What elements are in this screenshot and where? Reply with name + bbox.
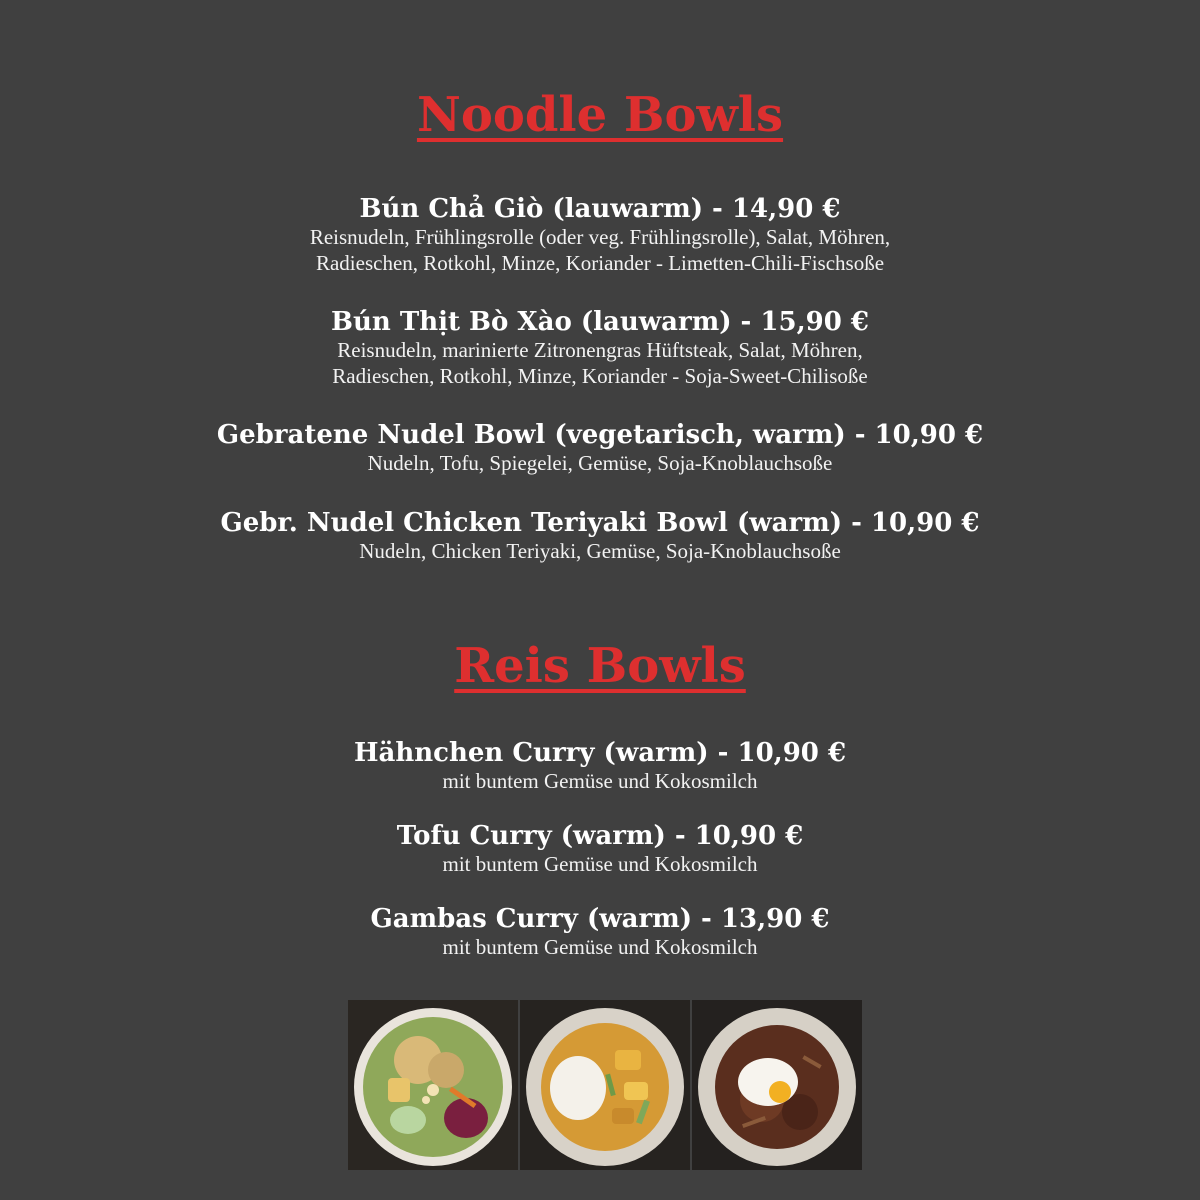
menu-item-bun-cha-gio <box>0 194 1200 276</box>
menu-item-name: Bún Chả Giò (lauwarm) - 14,90 € <box>359 194 841 224</box>
menu-item-description: Reisnudeln, marinierte Zitronengras Hüftsteak, Salat, Möhren, <box>337 338 863 362</box>
food-photo-strip <box>348 1000 862 1170</box>
menu-item-description: mit buntem Gemüse und Kokosmilch <box>442 852 758 876</box>
fried-noodle-egg-bowl-photo <box>692 1000 862 1170</box>
menu-item-name: Tofu Curry (warm) - 10,90 € <box>396 821 804 851</box>
menu-item-description: mit buntem Gemüse und Kokosmilch <box>442 769 758 793</box>
menu-item-name: Bún Thịt Bò Xào (lauwarm) - 15,90 € <box>331 307 869 337</box>
noodle-bowls-heading: Noodle Bowls <box>416 87 784 143</box>
curry-rice-bowl-photo <box>520 1000 690 1170</box>
menu-item-bun-thit-bo-xao <box>0 307 1200 389</box>
menu-item-gambas-curry <box>0 904 1200 960</box>
menu-item-haehnchen-curry <box>0 738 1200 794</box>
menu-item-name: Gebr. Nudel Chicken Teriyaki Bowl (warm) - 10,90 € <box>220 508 980 538</box>
menu-item-description: Radieschen, Rotkohl, Minze, Koriander - Soja-Sweet-Chilisoße <box>332 364 868 388</box>
noodle-salad-bowl-photo <box>348 1000 518 1170</box>
menu-item-chicken-teriyaki-bowl <box>0 508 1200 564</box>
menu-item-gebratene-nudel-bowl <box>0 420 1200 476</box>
menu-item-description: Radieschen, Rotkohl, Minze, Koriander - Limetten-Chili-Fischsoße <box>315 251 885 275</box>
reis-bowls-heading: Reis Bowls <box>454 638 746 694</box>
menu-item-description: Nudeln, Tofu, Spiegelei, Gemüse, Soja-Knoblauchsoße <box>367 451 833 475</box>
menu-item-name: Gebratene Nudel Bowl (vegetarisch, warm) - 10,90 € <box>216 420 984 450</box>
menu-item-tofu-curry <box>0 821 1200 877</box>
menu-item-description: Reisnudeln, Frühlingsrolle (oder veg. Frühlingsrolle), Salat, Möhren, <box>309 225 891 249</box>
menu-item-description: mit buntem Gemüse und Kokosmilch <box>442 935 758 959</box>
menu-item-description: Nudeln, Chicken Teriyaki, Gemüse, Soja-Knoblauchsoße <box>359 539 841 563</box>
menu-item-name: Gambas Curry (warm) - 13,90 € <box>370 904 830 934</box>
menu-item-name: Hähnchen Curry (warm) - 10,90 € <box>353 738 847 768</box>
